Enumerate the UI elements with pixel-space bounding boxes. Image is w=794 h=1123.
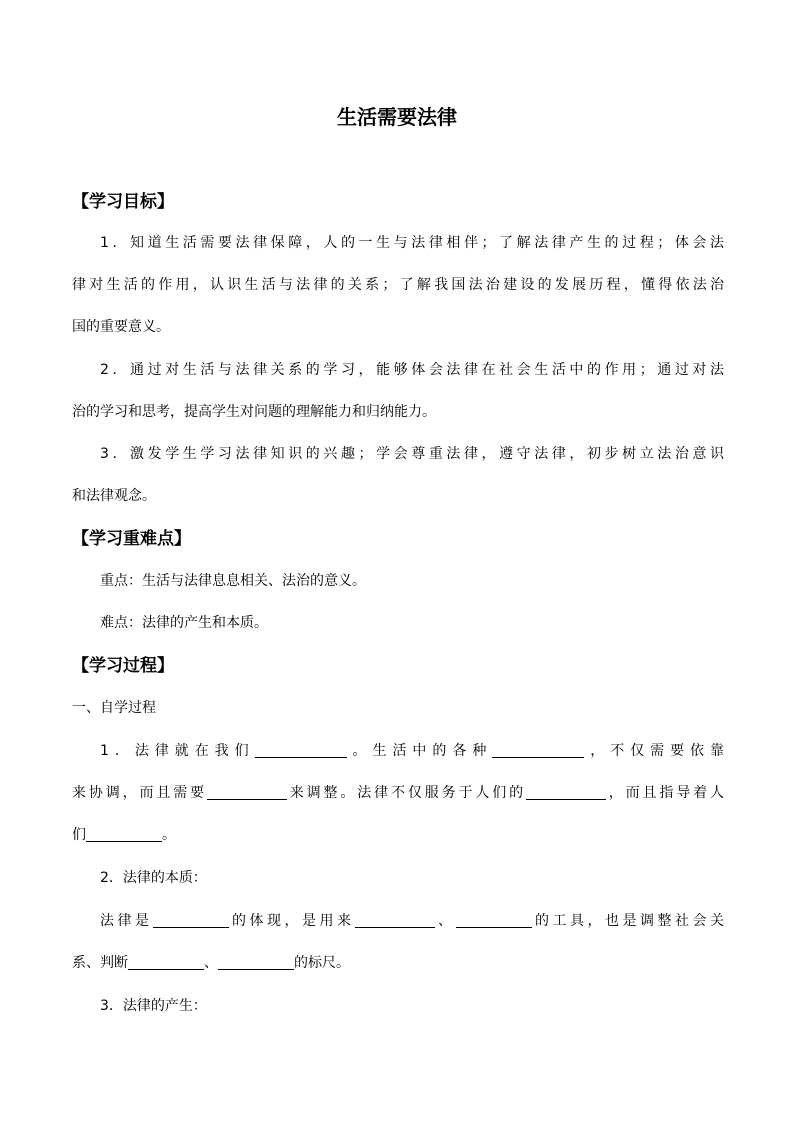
question-1-line-2 bbox=[72, 782, 724, 804]
goal-1-line-1: 1．知道生活需要法律保障，人的一生与法律相伴；了解法律产生的过程；体会法 bbox=[100, 235, 724, 251]
fill-blank[interactable] bbox=[207, 783, 287, 800]
question-2-label: 2．法律的本质： bbox=[100, 870, 207, 886]
q1-text-c: ，不仅需要依靠 bbox=[584, 743, 725, 759]
q1-text-b: 。生活中的各种 bbox=[346, 743, 493, 759]
q1-text-h: 。 bbox=[162, 827, 176, 843]
section-self-study: 一、自学过程 bbox=[72, 700, 156, 716]
question-2-line-1 bbox=[100, 910, 724, 932]
fill-blank[interactable] bbox=[86, 825, 162, 842]
question-1-line-1 bbox=[100, 740, 724, 762]
question-3-label: 3．法律的产生： bbox=[100, 998, 207, 1014]
q2-text-f: 、 bbox=[204, 955, 218, 971]
goal-3-line-2: 和法律观念。 bbox=[72, 488, 156, 504]
q2-text-e: 系、判断 bbox=[72, 955, 128, 971]
q1-text-e: 来调整。法律不仅服务于人们的 bbox=[286, 785, 526, 801]
page-title: 生活需要法律 bbox=[337, 105, 457, 129]
q1-text-g: 们 bbox=[72, 827, 86, 843]
goal-2-line-2: 治的学习和思考，提高学生对问题的理解能力和归纳能力。 bbox=[72, 404, 436, 420]
goal-2-line-1: 2．通过对生活与法律关系的学习，能够体会法律在社会生活中的作用；通过对法 bbox=[100, 362, 724, 378]
fill-blank[interactable] bbox=[255, 741, 347, 758]
fill-blank[interactable] bbox=[456, 911, 532, 928]
key-point: 重点：生活与法律息息相关、法治的意义。 bbox=[100, 573, 366, 589]
fill-blank[interactable] bbox=[526, 783, 606, 800]
goal-3-line-1: 3．激发学生学习法律知识的兴趣；学会尊重法律，遵守法律，初步树立法治意识 bbox=[100, 446, 724, 462]
q2-text-c: 、 bbox=[434, 913, 456, 929]
q1-text-d: 来协调，而且需要 bbox=[72, 785, 207, 801]
fill-blank[interactable] bbox=[128, 953, 204, 970]
heading-key-difficult-points: 【学习重难点】 bbox=[72, 529, 191, 549]
q2-text-b: 的体现，是用来 bbox=[228, 913, 355, 929]
q2-text-d: 的工具，也是调整社会关 bbox=[531, 913, 724, 929]
goal-1-line-3: 国的重要意义。 bbox=[72, 319, 170, 335]
fill-blank[interactable] bbox=[153, 911, 229, 928]
q2-text-g: 的标尺。 bbox=[294, 955, 350, 971]
q1-text-f: ，而且指导着人 bbox=[605, 785, 725, 801]
fill-blank[interactable] bbox=[218, 953, 294, 970]
heading-learning-goals: 【学习目标】 bbox=[72, 192, 174, 212]
fill-blank[interactable] bbox=[355, 911, 435, 928]
heading-learning-process: 【学习过程】 bbox=[72, 656, 174, 676]
question-2-line-2 bbox=[72, 952, 724, 974]
question-1-line-3 bbox=[72, 824, 724, 846]
q2-text-a: 法律是 bbox=[100, 913, 153, 929]
goal-1-line-2: 律对生活的作用，认识生活与法律的关系；了解我国法治建设的发展历程，懂得依法治 bbox=[72, 277, 724, 293]
fill-blank[interactable] bbox=[492, 741, 584, 758]
q1-text-a: 1．法律就在我们 bbox=[100, 743, 255, 759]
difficult-point: 难点：法律的产生和本质。 bbox=[100, 615, 268, 631]
